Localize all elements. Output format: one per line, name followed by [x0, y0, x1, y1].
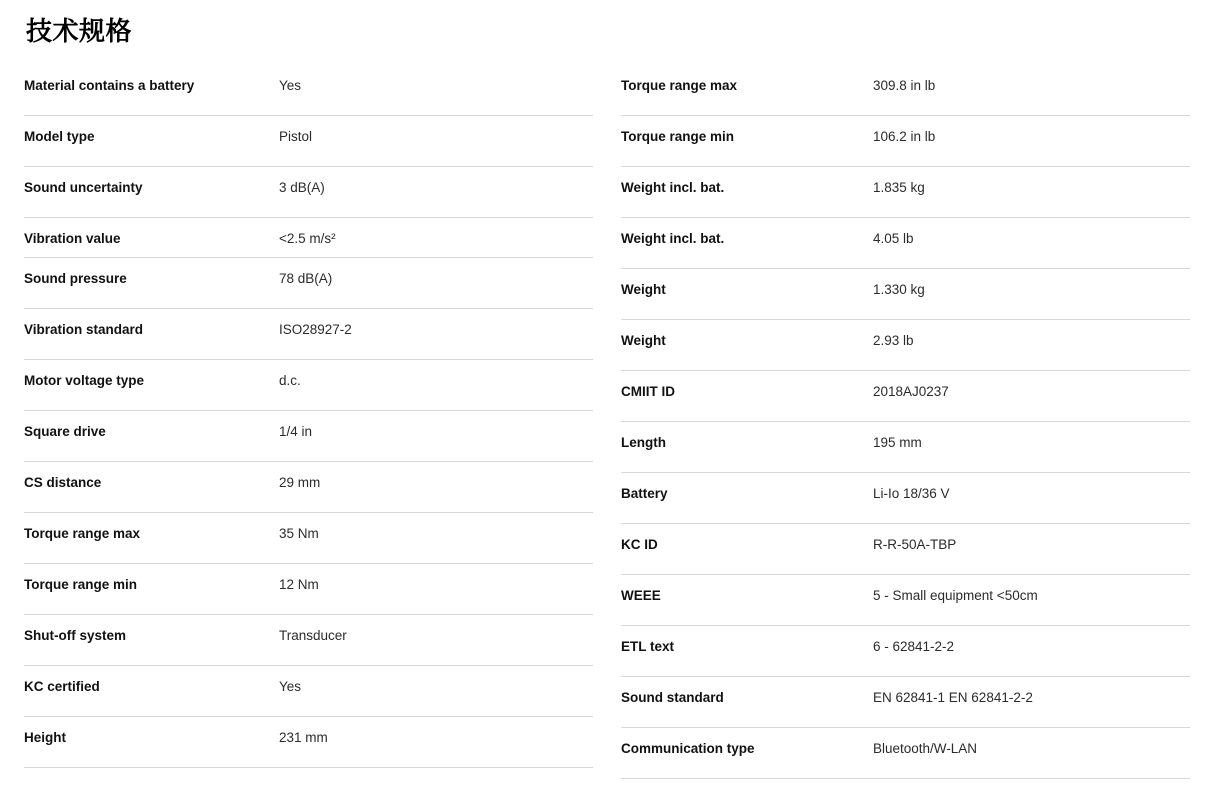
spec-value: 309.8 in lb	[873, 78, 936, 94]
spec-value: 5 - Small equipment <50cm	[873, 588, 1038, 604]
spec-row	[24, 411, 593, 462]
spec-value: Li-Io 18/36 V	[873, 486, 950, 502]
spec-label: Weight	[621, 333, 666, 349]
spec-value: 1/4 in	[279, 424, 313, 440]
spec-value: d.c.	[279, 373, 301, 389]
spec-label: Weight incl. bat.	[621, 231, 725, 247]
spec-label: Shut-off system	[24, 628, 127, 644]
spec-row	[24, 462, 593, 513]
spec-row	[621, 422, 1190, 473]
spec-value: Yes	[279, 679, 302, 695]
spec-label: Square drive	[24, 424, 106, 440]
spec-value: <2.5 m/s²	[279, 231, 336, 247]
spec-row	[621, 218, 1190, 269]
spec-label: CMIIT ID	[621, 384, 675, 400]
spec-value: Pistol	[279, 129, 313, 145]
spec-label: CS distance	[24, 475, 102, 491]
spec-value: 1.330 kg	[873, 282, 925, 298]
spec-label: WEEE	[621, 588, 661, 604]
spec-value: 29 mm	[279, 475, 321, 491]
spec-column-right	[621, 65, 1190, 779]
spec-row	[621, 320, 1190, 371]
spec-value: 2018AJ0237	[873, 384, 949, 400]
spec-value: 231 mm	[279, 730, 328, 746]
spec-value: 4.05 lb	[873, 231, 914, 247]
spec-label: Material contains a battery	[24, 78, 195, 94]
spec-row	[621, 575, 1190, 626]
spec-row	[24, 666, 593, 717]
spec-value: EN 62841-1 EN 62841-2-2	[873, 690, 1033, 706]
spec-row	[24, 258, 593, 309]
spec-value: ISO28927-2	[279, 322, 352, 338]
spec-value: 3 dB(A)	[279, 180, 325, 196]
spec-label: Torque range max	[621, 78, 738, 94]
spec-label: Torque range min	[24, 577, 138, 593]
spec-label: Motor voltage type	[24, 373, 145, 389]
spec-label: Sound standard	[621, 690, 724, 706]
spec-row	[24, 615, 593, 666]
spec-value: 2.93 lb	[873, 333, 914, 349]
spec-row	[24, 717, 593, 768]
spec-value: 78 dB(A)	[279, 271, 333, 287]
spec-label: Weight incl. bat.	[621, 180, 725, 196]
spec-value: 1.835 kg	[873, 180, 925, 196]
spec-row	[621, 677, 1190, 728]
spec-label: Vibration value	[24, 231, 121, 247]
spec-row	[621, 269, 1190, 320]
spec-row	[621, 728, 1190, 779]
spec-value: Transducer	[279, 628, 347, 644]
spec-row	[24, 564, 593, 615]
spec-row	[621, 371, 1190, 422]
spec-label: Weight	[621, 282, 666, 298]
spec-row	[24, 360, 593, 411]
spec-row	[24, 513, 593, 564]
spec-columns	[24, 65, 1190, 779]
spec-value: 6 - 62841-2-2	[873, 639, 955, 655]
spec-label: Length	[621, 435, 666, 451]
page-title: 技术规格	[26, 16, 133, 46]
spec-label: Torque range max	[24, 526, 141, 542]
spec-row	[621, 524, 1190, 575]
spec-label: Sound uncertainty	[24, 180, 143, 196]
spec-label: KC ID	[621, 537, 658, 553]
spec-row	[621, 167, 1190, 218]
spec-row	[24, 116, 593, 167]
specifications-page	[0, 16, 1214, 786]
spec-label: Communication type	[621, 741, 755, 757]
spec-label: Battery	[621, 486, 668, 502]
spec-value: R-R-50A-TBP	[873, 537, 957, 553]
spec-row	[24, 65, 593, 116]
spec-label: Torque range min	[621, 129, 735, 145]
spec-value: 35 Nm	[279, 526, 319, 542]
spec-row	[24, 309, 593, 360]
spec-row	[621, 473, 1190, 524]
spec-row	[621, 116, 1190, 167]
spec-label: Height	[24, 730, 66, 746]
spec-value: 106.2 in lb	[873, 129, 936, 145]
spec-label: ETL text	[621, 639, 675, 655]
spec-label: KC certified	[24, 679, 100, 695]
spec-column-left	[24, 65, 593, 768]
spec-value: 12 Nm	[279, 577, 319, 593]
spec-row	[621, 65, 1190, 116]
spec-value: Yes	[279, 78, 302, 94]
spec-value: Bluetooth/W-LAN	[873, 741, 978, 757]
spec-row	[621, 626, 1190, 677]
spec-row	[24, 218, 593, 258]
spec-label: Sound pressure	[24, 271, 127, 287]
spec-label: Model type	[24, 129, 95, 145]
spec-value: 195 mm	[873, 435, 922, 451]
spec-label: Vibration standard	[24, 322, 144, 338]
spec-row	[24, 167, 593, 218]
